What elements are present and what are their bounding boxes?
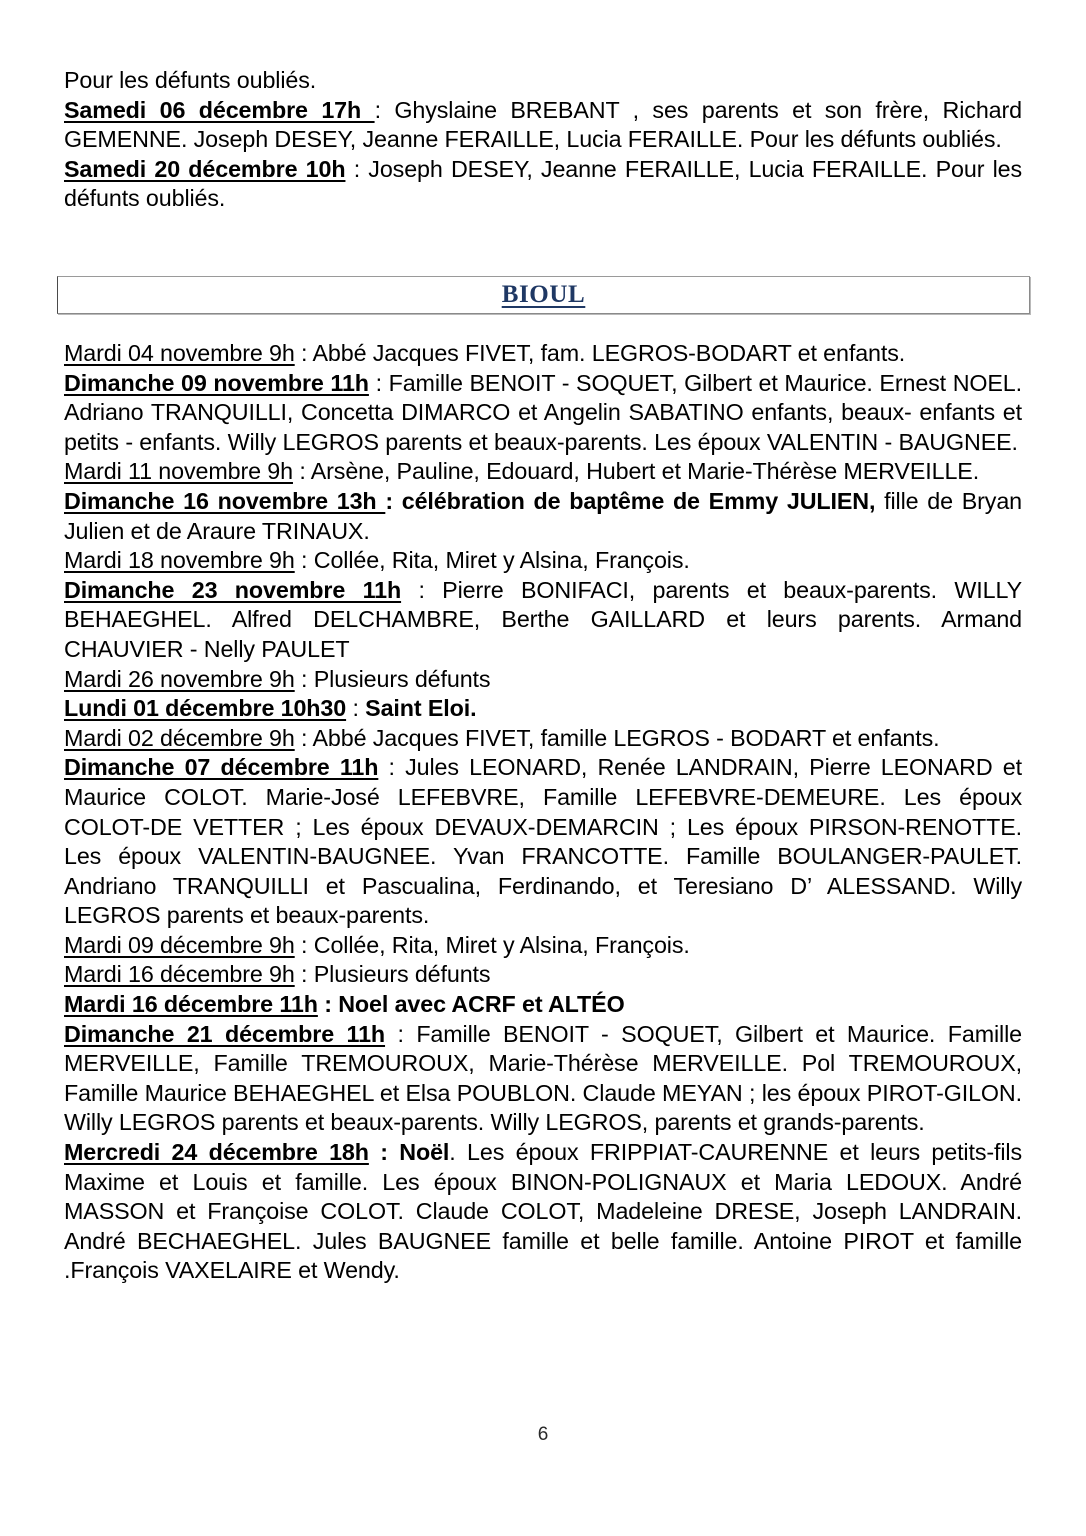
emphasis-run-underline: Mardi 16 décembre 9h xyxy=(64,961,295,988)
text-run: : Abbé Jacques FIVET, famille LEGROS - BODART et enfants. xyxy=(294,724,940,751)
bioul-entry-list xyxy=(64,339,1022,1286)
text-run: : Abbé Jacques FIVET, fam. LEGROS-BODART et enfants. xyxy=(294,340,906,366)
text-paragraph xyxy=(64,457,1022,487)
text-run: : Ghyslaine BREBANT , ses parents et son frère, Richard GEMENNE. Joseph DESEY, Jeanne FERAILLE, Lucia FERAILLE. Pour les défunts oubliés. xyxy=(64,96,1022,153)
emphasis-run-bold: Saint Eloi. xyxy=(365,695,477,722)
text-paragraph xyxy=(64,694,1022,724)
emphasis-run-underline: Mardi 11 novembre 9h xyxy=(64,458,293,485)
emphasis-run-bold-underline: Samedi 06 décembre 17h xyxy=(64,96,375,123)
emphasis-run-underline: Mardi 26 novembre 9h xyxy=(64,665,295,692)
text-run: : xyxy=(346,695,366,722)
emphasis-run-underline: Mardi 09 décembre 9h xyxy=(64,931,295,958)
text-run: . Les époux FRIPPIAT-CAURENNE et leurs petits-fils Maxime et Louis et famille. Les époux BINON-POLIGNAUX et Maria LEDOUX. André MASSON et Françoise COLOT. Claude COLOT, Madeleine DRESE, Joseph LANDRAIN. André BECHAEGHEL. Jules BAUGNEE famille et belle famille. Antoine PIROT et famille .François VAXELAIRE et Wendy. xyxy=(64,1139,1022,1284)
text-paragraph xyxy=(64,665,1022,695)
emphasis-run-underline: Mardi 18 novembre 9h xyxy=(64,547,295,574)
bioul-section xyxy=(64,339,1022,1286)
text-paragraph xyxy=(64,1138,1022,1286)
emphasis-run-bold-underline: Mardi 16 décembre 11h xyxy=(64,991,318,1018)
text-paragraph xyxy=(64,960,1022,990)
text-run: : Collée, Rita, Miret y Alsina, François. xyxy=(294,547,690,574)
text-paragraph xyxy=(64,487,1022,546)
text-paragraph xyxy=(64,66,1022,96)
text-paragraph xyxy=(64,155,1022,214)
text-paragraph xyxy=(64,576,1022,665)
text-run: : Jules LEONARD, Renée LANDRAIN, Pierre LEONARD et Maurice COLOT. Marie-José LEFEBVRE, Famille LEFEBVRE-DEMEURE. Les époux COLOT-DE VETTER ; Les époux DEVAUX-DEMARCIN ; Les époux PIRSON-RENOTTE. Les époux VALENTIN-BAUGNEE. Yvan FRANCOTTE. Famille BOULANGER-PAULET. Andriano TRANQUILLI et Pascualina, Ferdinando, et Teresiano D’ ALESSAND. Willy LEGROS parents et beaux-parents. xyxy=(64,754,1022,929)
emphasis-run-bold-underline: Lundi 01 décembre 10h30 xyxy=(64,695,347,722)
text-run: Pour les défunts oubliés. xyxy=(64,67,317,93)
text-paragraph xyxy=(64,339,1022,369)
text-run: : Joseph DESEY, Jeanne FERAILLE, Lucia FERAILLE. Pour les défunts oubliés. xyxy=(64,155,1022,212)
bioul-banner-wrapper xyxy=(57,276,1030,314)
text-run: : Famille BENOIT - SOQUET, Gilbert et Maurice. Famille MERVEILLE, Famille TREMOUROUX, Marie-Thérèse MERVEILLE. Pol TREMOUROUX, Famille Maurice BEHAEGHEL et Elsa POUBLON. Claude MEYAN ; les époux PIROT-GILON. Willy LEGROS parents et beaux-parents. Willy LEGROS, parents et grands-parents. xyxy=(64,1020,1022,1136)
emphasis-run-bold-underline: Dimanche 16 novembre 13h xyxy=(64,487,386,514)
text-run: : Pierre BONIFACI, parents et beaux-parents. WILLY BEHAEGHEL. Alfred DELCHAMBRE, Berthe GAILLARD et leurs parents. Armand CHAUVIER - Nelly PAULET xyxy=(64,576,1022,662)
emphasis-run-bold: : Noel avec ACRF et ALTÉO xyxy=(317,991,625,1018)
top-section xyxy=(64,66,1022,214)
text-paragraph xyxy=(64,931,1022,961)
text-paragraph xyxy=(64,1020,1022,1138)
page-number: 6 xyxy=(537,1424,549,1445)
emphasis-run-bold-underline: Dimanche 09 novembre 11h xyxy=(64,369,369,396)
text-paragraph xyxy=(64,753,1022,931)
emphasis-run-bold-underline: Samedi 20 décembre 10h xyxy=(64,155,346,182)
emphasis-run-bold-underline: Dimanche 07 décembre 11h xyxy=(64,754,379,781)
emphasis-run-bold: : Noël xyxy=(368,1139,450,1166)
text-run: fille de Bryan Julien et de Araure TRINAUX. xyxy=(64,487,1022,544)
text-run: : Famille BENOIT - SOQUET, Gilbert et Maurice. Ernest NOEL. Adriano TRANQUILLI, Concetta DIMARCO et Angelin SABATINO enfants, beaux- enfants et petits - enfants. Willy LEGROS parents et beaux-parents. Les époux VALENTIN - BAUGNEE. xyxy=(64,369,1023,455)
emphasis-run-bold-underline: Dimanche 21 décembre 11h xyxy=(64,1020,386,1047)
text-paragraph xyxy=(64,546,1022,576)
text-run: : Plusieurs défunts xyxy=(294,665,491,692)
text-run: : Plusieurs défunts xyxy=(294,961,491,988)
emphasis-run-bold: : célébration de baptême de Emmy JULIEN, xyxy=(385,487,876,514)
text-run: : Arsène, Pauline, Edouard, Hubert et Marie-Thérèse MERVEILLE. xyxy=(292,458,980,485)
text-paragraph xyxy=(64,724,1022,754)
emphasis-run-underline: Mardi 04 novembre 9h xyxy=(64,340,295,366)
text-run: : Collée, Rita, Miret y Alsina, François. xyxy=(294,931,690,958)
top-paragraph-list xyxy=(64,66,1022,214)
text-paragraph xyxy=(64,990,1022,1020)
emphasis-run-underline: Mardi 02 décembre 9h xyxy=(64,724,295,751)
section-banner-bioul xyxy=(57,276,1030,314)
emphasis-run-bold-underline: Mercredi 24 décembre 18h xyxy=(64,1139,369,1166)
emphasis-run-bold-underline: Dimanche 23 novembre 11h xyxy=(64,576,402,603)
section-title-bioul: BIOUL xyxy=(501,281,586,308)
text-paragraph xyxy=(64,369,1022,458)
text-paragraph xyxy=(64,96,1022,155)
